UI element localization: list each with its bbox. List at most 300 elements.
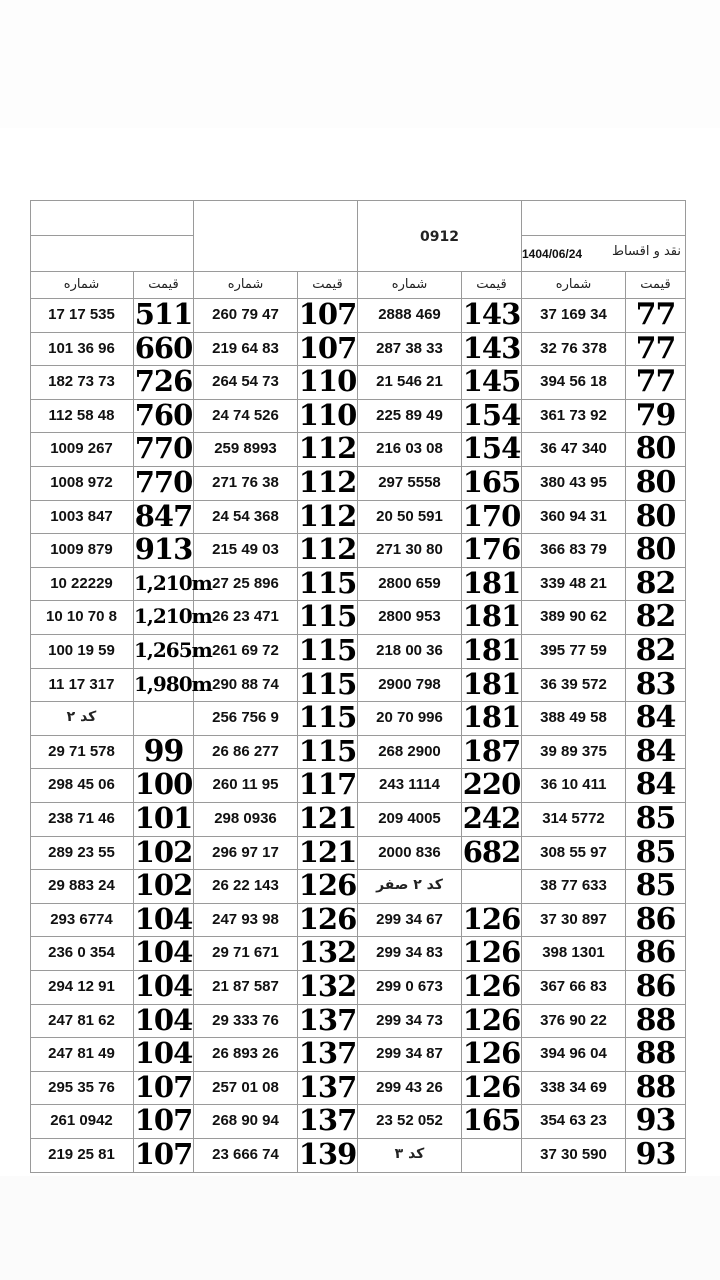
number-cell <box>194 1072 298 1106</box>
price-value: 112 <box>298 532 357 567</box>
number-cell <box>358 467 462 501</box>
price-value: 126 <box>462 1069 521 1104</box>
phone-number: 26 23 471 <box>212 608 279 626</box>
phone-number: 112 58 48 <box>48 406 115 424</box>
number-cell <box>194 568 298 602</box>
phone-number: 339 48 21 <box>540 574 607 592</box>
price-cell <box>298 733 358 770</box>
phone-number: 29 71 578 <box>48 742 115 760</box>
price-value: 102 <box>134 834 193 869</box>
title-label: نقد و اقساط <box>612 244 681 259</box>
price-value: 126 <box>462 1002 521 1037</box>
price-cell <box>462 971 522 1005</box>
phone-number: 361 73 92 <box>540 406 607 424</box>
price-value: 170 <box>462 498 521 533</box>
price-value: 104 <box>134 1002 193 1037</box>
price-cell <box>626 565 686 602</box>
price-value: 137 <box>298 1036 357 1071</box>
number-cell <box>522 769 626 803</box>
phone-number: 1003 847 <box>50 507 113 525</box>
price-cell <box>298 666 358 703</box>
price-header-label: قیمت <box>476 277 507 292</box>
number-cell <box>30 1005 134 1039</box>
phone-number: 21 87 587 <box>212 978 279 995</box>
phone-number: 216 03 08 <box>376 440 443 458</box>
number-cell <box>522 669 626 703</box>
price-value: 511 <box>134 297 193 331</box>
price-value: 126 <box>462 1036 521 1071</box>
column-header-number <box>358 272 462 299</box>
number-cell <box>30 702 134 736</box>
phone-number: 38 77 633 <box>540 877 607 895</box>
price-value: 115 <box>298 599 357 634</box>
price-value: 115 <box>298 565 357 600</box>
price-cell <box>462 433 522 467</box>
price-cell <box>462 366 522 400</box>
phone-number: 37 30 590 <box>540 1146 607 1163</box>
phone-number: 395 77 59 <box>540 642 607 659</box>
phone-number: 10 22229 <box>50 574 113 592</box>
price-value: 112 <box>298 431 357 466</box>
number-cell <box>522 1005 626 1039</box>
price-cell <box>298 601 358 635</box>
number-cell <box>358 1038 462 1072</box>
price-cell <box>134 467 194 501</box>
number-cell <box>358 702 462 736</box>
phone-number: 268 90 94 <box>212 1112 279 1130</box>
number-cell <box>358 501 462 535</box>
number-cell <box>358 635 462 669</box>
price-value: 83 <box>635 666 676 702</box>
phone-number: 299 34 67 <box>376 910 443 928</box>
price-value: 165 <box>462 465 521 499</box>
price-value: 115 <box>298 633 357 667</box>
number-header-label: شماره <box>555 277 592 292</box>
phone-number: 36 10 411 <box>540 776 607 794</box>
phone-number: 299 43 26 <box>376 1078 443 1096</box>
number-cell <box>30 803 134 837</box>
price-value: 93 <box>635 1137 676 1172</box>
phone-number: 37 169 34 <box>540 306 607 323</box>
phone-number: 299 0 673 <box>376 978 443 995</box>
number-cell <box>30 736 134 770</box>
phone-number: 389 90 62 <box>540 608 607 626</box>
number-cell <box>522 870 626 904</box>
number-cell <box>30 299 134 333</box>
price-value: 132 <box>298 935 357 970</box>
price-cell <box>134 1105 194 1139</box>
number-cell <box>358 971 462 1005</box>
price-cell <box>626 1105 686 1139</box>
phone-number: 296 97 17 <box>212 843 279 861</box>
price-value: 126 <box>462 901 521 936</box>
number-cell <box>522 501 626 535</box>
price-value: 176 <box>462 532 521 567</box>
phone-number: 26 86 277 <box>212 742 279 760</box>
price-cell <box>462 901 522 938</box>
number-cell <box>358 904 462 938</box>
price-cell <box>134 901 194 938</box>
price-value: 84 <box>635 733 676 769</box>
price-cell <box>462 937 522 971</box>
column-header-price <box>462 272 522 299</box>
price-cell <box>298 433 358 467</box>
number-cell <box>358 870 462 904</box>
number-cell <box>30 400 134 434</box>
phone-number: 314 5772 <box>542 810 605 827</box>
number-cell <box>194 769 298 803</box>
phone-number: 24 74 526 <box>212 406 279 424</box>
price-value: 165 <box>462 1103 521 1138</box>
code-label: کد ۳ <box>394 1146 425 1162</box>
price-cell <box>626 433 686 467</box>
number-cell <box>194 433 298 467</box>
price-value: 181 <box>462 700 521 735</box>
number-cell <box>30 1072 134 1106</box>
price-cell <box>462 565 522 602</box>
price-cell <box>298 565 358 602</box>
phone-number: 268 2900 <box>378 742 441 760</box>
phone-number: 1009 267 <box>50 440 113 458</box>
price-cell <box>298 330 358 367</box>
phone-number: 247 81 62 <box>48 1011 115 1029</box>
phone-number: 308 55 97 <box>540 843 607 861</box>
phone-number: 398 1301 <box>542 944 605 962</box>
phone-number: 394 96 04 <box>540 1045 607 1063</box>
price-cell <box>134 937 194 971</box>
phone-number: 26 893 26 <box>212 1045 279 1063</box>
phone-number: 209 4005 <box>378 810 441 827</box>
number-cell <box>522 1139 626 1173</box>
price-cell <box>134 601 212 635</box>
number-cell <box>30 433 134 467</box>
price-cell <box>134 498 194 535</box>
price-value: 143 <box>462 297 521 331</box>
number-cell <box>522 1072 626 1106</box>
phone-number: 17 17 535 <box>48 306 115 323</box>
price-value: 107 <box>134 1103 193 1138</box>
price-header-label: قیمت <box>312 277 343 292</box>
price-cell <box>298 1002 358 1039</box>
number-cell <box>522 601 626 635</box>
price-cell <box>134 1038 194 1072</box>
price-cell <box>462 635 522 669</box>
number-cell <box>194 937 298 971</box>
number-header-label: شماره <box>63 277 100 292</box>
number-cell <box>194 702 298 736</box>
price-cell <box>298 366 358 400</box>
price-value: 88 <box>635 1069 676 1105</box>
number-cell <box>30 601 134 635</box>
number-cell <box>194 1005 298 1039</box>
price-cell <box>134 568 212 602</box>
phone-number: 100 19 59 <box>48 642 115 659</box>
price-cell <box>462 1038 522 1072</box>
number-cell <box>194 736 298 770</box>
price-cell <box>134 702 194 736</box>
price-value: 80 <box>635 498 676 534</box>
number-cell <box>522 904 626 938</box>
price-value: 726 <box>134 364 193 399</box>
phone-number: 238 71 46 <box>48 810 115 827</box>
price-value: 100 <box>134 767 193 802</box>
price-cell <box>134 1069 194 1106</box>
phone-number: 215 49 03 <box>212 541 279 559</box>
number-cell <box>358 400 462 434</box>
code-label: کد ۲ صفر <box>376 877 443 894</box>
number-cell <box>194 870 298 904</box>
price-value: 104 <box>134 901 193 936</box>
price-cell <box>298 901 358 938</box>
price-cell <box>626 397 686 434</box>
price-cell <box>462 1105 522 1139</box>
price-cell <box>626 330 686 367</box>
price-cell <box>298 635 358 669</box>
number-cell <box>358 299 462 333</box>
price-cell <box>626 803 686 837</box>
phone-number: 2900 798 <box>378 675 441 693</box>
price-cell <box>462 666 522 703</box>
phone-number: 247 93 98 <box>212 910 279 928</box>
price-cell <box>298 299 358 333</box>
price-cell <box>462 330 522 367</box>
phone-number: 260 11 95 <box>212 776 279 794</box>
price-cell <box>298 498 358 535</box>
price-value: 132 <box>298 969 357 1003</box>
price-cell <box>626 870 686 904</box>
number-cell <box>194 1105 298 1139</box>
price-value: 101 <box>134 801 193 835</box>
column-header-number <box>194 272 298 299</box>
price-cell <box>298 803 358 837</box>
header-empty-2 <box>193 200 358 272</box>
phone-number: 32 76 378 <box>540 339 607 357</box>
phone-number: 294 12 91 <box>48 978 115 995</box>
price-value: 1,210m <box>134 604 212 629</box>
price-value: 107 <box>298 297 357 331</box>
number-cell <box>194 601 298 635</box>
price-cell <box>134 834 194 871</box>
price-cell <box>298 702 358 736</box>
phone-number: 225 89 49 <box>376 406 443 424</box>
number-cell <box>522 467 626 501</box>
price-value: 104 <box>134 935 193 970</box>
price-cell <box>462 1002 522 1039</box>
date-label: 1404/06/24 <box>522 247 583 261</box>
price-value: 154 <box>462 397 521 432</box>
phone-number: 21 546 21 <box>376 373 443 391</box>
price-value: 137 <box>298 1103 357 1138</box>
price-cell <box>134 299 194 333</box>
price-value: 112 <box>298 498 357 533</box>
number-cell <box>30 1038 134 1072</box>
column-header-number <box>522 272 626 299</box>
phone-number: 11 17 317 <box>48 675 115 693</box>
number-cell <box>358 1105 462 1139</box>
phone-number: 243 1114 <box>379 776 440 794</box>
price-cell <box>626 834 686 871</box>
number-cell <box>30 971 134 1005</box>
phone-number: 219 25 81 <box>48 1146 115 1163</box>
price-value: 110 <box>298 397 357 432</box>
number-cell <box>358 1072 462 1106</box>
phone-number: 218 00 36 <box>376 642 443 659</box>
price-value: 79 <box>635 397 676 433</box>
phone-number: 29 333 76 <box>212 1011 279 1029</box>
price-value: 99 <box>143 733 184 769</box>
price-value: 77 <box>635 297 676 332</box>
price-value: 137 <box>298 1002 357 1037</box>
phone-number: 236 0 354 <box>48 944 115 962</box>
price-value: 86 <box>635 969 676 1004</box>
price-value: 77 <box>635 330 676 366</box>
number-cell <box>522 736 626 770</box>
phone-number: 295 35 76 <box>48 1078 115 1096</box>
number-cell <box>522 803 626 837</box>
price-cell <box>298 971 358 1005</box>
price-value: 93 <box>635 1103 676 1139</box>
price-value: 112 <box>298 465 357 499</box>
phone-number: 259 8993 <box>214 440 277 458</box>
number-cell <box>358 568 462 602</box>
phone-number: 23 666 74 <box>212 1146 279 1163</box>
price-cell <box>298 1105 358 1139</box>
price-value: 84 <box>635 700 676 736</box>
phone-number: 271 76 38 <box>212 474 279 491</box>
number-cell <box>194 501 298 535</box>
header-title-box <box>521 200 686 272</box>
number-cell <box>30 635 134 669</box>
number-cell <box>194 803 298 837</box>
phone-number: 2800 659 <box>378 574 441 592</box>
price-value: 181 <box>462 666 521 701</box>
bottom-margin <box>0 1176 720 1280</box>
number-cell <box>194 1139 298 1173</box>
number-cell <box>194 837 298 871</box>
price-cell <box>626 666 686 703</box>
number-cell <box>522 702 626 736</box>
phone-number: 366 83 79 <box>540 541 607 559</box>
number-cell <box>522 366 626 400</box>
price-value: 85 <box>635 834 676 870</box>
phone-number: 293 6774 <box>50 910 113 928</box>
price-value: 117 <box>298 767 357 802</box>
price-value: 85 <box>635 868 676 904</box>
number-cell <box>30 501 134 535</box>
price-value: 137 <box>298 1069 357 1104</box>
price-header-label: قیمت <box>148 277 179 292</box>
price-cell <box>462 299 522 333</box>
price-cell <box>626 1038 686 1072</box>
number-cell <box>358 736 462 770</box>
price-cell <box>462 467 522 501</box>
price-value: 1,210m <box>134 570 212 595</box>
price-cell <box>626 971 686 1005</box>
price-cell <box>462 769 522 803</box>
phone-number: 388 49 58 <box>540 709 607 727</box>
price-value: 80 <box>635 431 676 467</box>
phone-number: 2800 953 <box>378 608 441 626</box>
price-sheet <box>30 200 686 1176</box>
phone-number: 289 23 55 <box>48 843 115 861</box>
price-cell <box>626 498 686 535</box>
price-cell <box>134 330 194 367</box>
column-header-price <box>298 272 358 299</box>
phone-number: 261 69 72 <box>212 642 279 659</box>
price-value: 88 <box>635 1002 676 1038</box>
phone-number: 23 52 052 <box>376 1112 443 1130</box>
prefix-label: 0912 <box>420 229 459 245</box>
price-cell <box>626 1069 686 1106</box>
phone-number: 299 34 83 <box>376 944 443 962</box>
number-cell <box>358 837 462 871</box>
price-value: 82 <box>635 599 676 635</box>
number-cell <box>194 333 298 367</box>
price-cell <box>626 601 686 635</box>
number-cell <box>522 400 626 434</box>
top-margin <box>0 0 720 128</box>
number-cell <box>358 1005 462 1039</box>
phone-number: 338 34 69 <box>540 1078 607 1096</box>
price-cell <box>134 433 194 467</box>
number-cell <box>194 366 298 400</box>
phone-number: 257 01 08 <box>212 1078 279 1096</box>
price-cell <box>134 1002 194 1039</box>
price-value: 154 <box>462 431 521 466</box>
number-cell <box>30 904 134 938</box>
price-cell <box>462 803 522 837</box>
number-cell <box>358 534 462 568</box>
price-cell <box>626 534 686 568</box>
price-value: 121 <box>298 834 357 869</box>
phone-number: 37 30 897 <box>540 910 607 928</box>
phone-number: 287 38 33 <box>376 339 443 357</box>
price-cell <box>298 1069 358 1106</box>
column-header-price <box>134 272 194 299</box>
number-cell <box>30 769 134 803</box>
number-cell <box>194 299 298 333</box>
price-cell <box>462 1139 522 1173</box>
number-cell <box>358 366 462 400</box>
number-cell <box>30 568 134 602</box>
phone-number: 367 66 83 <box>540 978 607 995</box>
number-cell <box>194 467 298 501</box>
price-value: 145 <box>462 364 521 399</box>
phone-number: 298 0936 <box>214 810 277 827</box>
price-value: 126 <box>462 935 521 970</box>
price-value: 126 <box>298 901 357 936</box>
number-cell <box>194 904 298 938</box>
price-cell <box>626 901 686 938</box>
price-cell <box>134 870 194 904</box>
price-cell <box>134 635 212 669</box>
phone-number: 39 89 375 <box>540 742 607 760</box>
price-cell <box>462 870 522 904</box>
number-cell <box>522 534 626 568</box>
price-cell <box>134 534 194 568</box>
phone-number: 182 73 73 <box>48 373 115 391</box>
price-value: 115 <box>298 700 357 735</box>
price-value: 85 <box>635 801 676 836</box>
price-cell <box>626 1002 686 1039</box>
price-cell <box>134 669 212 703</box>
price-value: 760 <box>134 397 193 432</box>
price-value: 770 <box>134 431 193 466</box>
phone-number: 271 30 80 <box>376 541 443 559</box>
phone-number: 24 54 368 <box>212 507 279 525</box>
price-cell <box>298 534 358 568</box>
phone-number: 394 56 18 <box>540 373 607 391</box>
